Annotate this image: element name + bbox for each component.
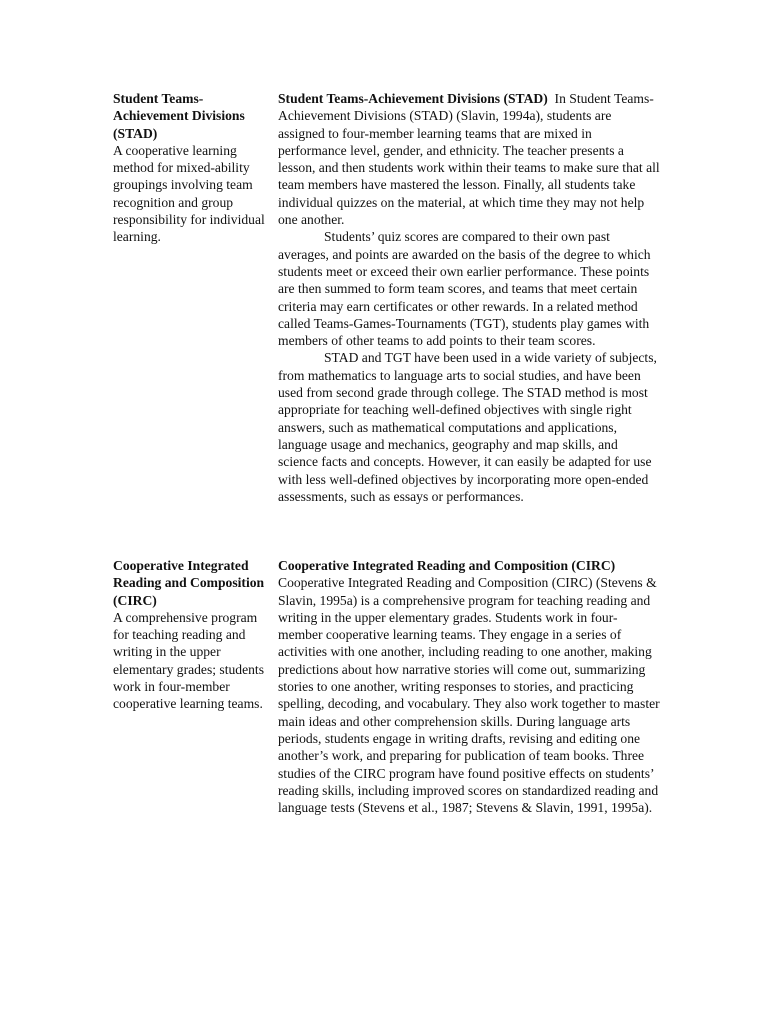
paragraph-text: Cooperative Integrated Reading and Composition (CIRC) (Stevens & Slavin, 1995a) is a comprehensive program for teaching reading and writing in the upper elementary grades. Students work in four-member cooperative learning teams. They engage in a series of activities with one another, including reading to one another, making predictions about how narrative stories will come out, summarizing stories to one another, writing responses to stories, and practicing spelling, decoding, and vocabulary. They also work together to master main ideas and other comprehension skills. During language arts periods, students engage in writing drafts, revising and editing one another’s work, and preparing for publication of team books. Three studies of the CIRC program have found positive effects on students’ reading skills, including improved scores on standardized reading and language tests (Stevens et al., 1987; Stevens & Slavin, 1991, 1995a). <box>278 575 660 816</box>
body-paragraph <box>278 90 660 228</box>
section-heading: Student Teams-Achievement Divisions (STAD) <box>278 91 548 106</box>
body-text-column <box>278 90 660 505</box>
margin-term-column <box>113 557 265 713</box>
margin-term-definition: A cooperative learning method for mixed-ability groupings involving team recognition and group responsibility for individual learning. <box>113 142 265 245</box>
margin-term-heading: Student Teams-Achievement Divisions (STAD) <box>113 91 245 141</box>
margin-term-definition: A comprehensive program for teaching reading and writing in the upper elementary grades; students work in four-member cooperative learning teams. <box>113 609 264 712</box>
body-text-column <box>278 557 660 816</box>
body-paragraph: STAD and TGT have been used in a wide variety of subjects, from mathematics to language arts to social studies, and have been used from second grade through college. The STAD method is most appropriate for teaching well-defined objectives with single right answers, such as mathematical computations and applications, language usage and mechanics, geography and map skills, and science facts and concepts. However, it can easily be adapted for use with less well-defined objectives by incorporating more open-ended assessments, such as essays or performances. <box>278 350 657 504</box>
body-paragraph <box>278 557 660 816</box>
paragraph-text: In Student Teams-Achievement Divisions (STAD) (Slavin, 1994a), students are assigned to four-member learning teams that are mixed in performance level, gender, and ethnicity. The teacher presents a lesson, and then students work within their teams to make sure that all team members have mastered the lesson. Finally, all students take individual quizzes on the material, at which time they may not help one another. <box>278 91 660 228</box>
section-heading: Cooperative Integrated Reading and Composition (CIRC) <box>278 558 616 573</box>
margin-term-heading: Cooperative Integrated Reading and Composition (CIRC) <box>113 558 265 608</box>
margin-term-column <box>113 90 265 246</box>
body-paragraph: Students’ quiz scores are compared to their own past averages, and points are awarded on the basis of the degree to which students meet or exceed their own earlier performance. These points are then summed to form team scores, and teams that meet certain criteria may earn certificates or other rewards. In a related method called Teams-Games-Tournaments (TGT), students play games with members of other teams to add points to their team scores. <box>278 229 651 349</box>
